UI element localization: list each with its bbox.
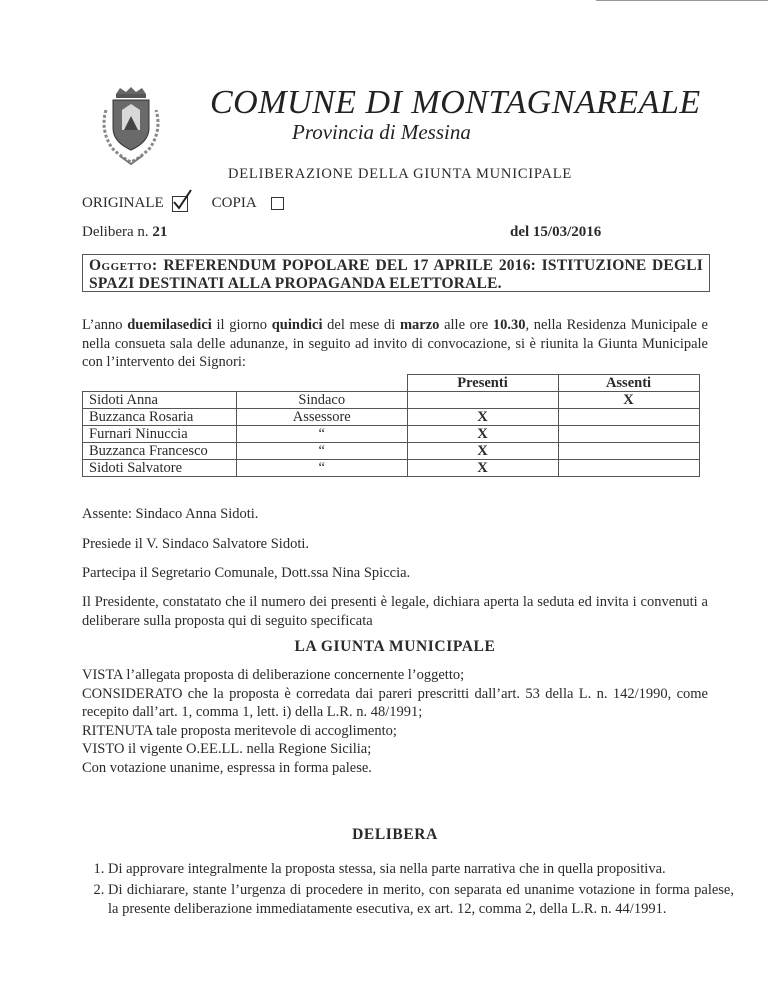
partecipa-note: Partecipa il Segretario Comunale, Dott.ssa Nina Spiccia. — [82, 565, 411, 581]
delibera-number-value: 21 — [152, 224, 168, 240]
table-row: Buzzanca Francesco “ X — [83, 443, 700, 460]
attendance-table — [82, 374, 700, 477]
presiede-note: Presiede il V. Sindaco Salvatore Sidoti. — [82, 536, 310, 552]
giunta-line: VISTO il vigente O.EE.LL. nella Regione Sicilia; — [82, 741, 372, 757]
giunta-line: Con votazione unanime, espressa in forma palese. — [82, 759, 372, 776]
oggetto-text: REFERENDUM POPOLARE DEL 17 APRILE 2016: ISTITUZIONE DEGLI SPAZI DESTINATI ALLA PROPAGANDA ELETTORALE. — [89, 257, 703, 292]
delibera-date: del 15/03/2016 — [510, 224, 602, 240]
oggetto-box — [82, 254, 710, 292]
delibera-date-value: 15/03/2016 — [532, 224, 602, 240]
comune-title: COMUNE DI MONTAGNAREALE — [210, 84, 701, 121]
copia-label: COPIA — [211, 195, 257, 211]
oggetto-label: Oggetto: — [89, 257, 158, 274]
list-item: 1. Di approvare integralmente la proposta stessa, sia nella parte narrativa che in quella propositiva. — [108, 860, 734, 879]
giunta-body — [82, 666, 708, 777]
originale-checkbox[interactable] — [172, 196, 188, 212]
giunta-line: CONSIDERATO che la proposta è corredata dai pareri prescritti dall’art. 53 della L. n. 142/1990, come recepito dall’art. 1, comma 1, lett. i) della L.R. n. 48/1991; — [82, 685, 708, 720]
document-type-heading: DELIBERAZIONE DELLA GIUNTA MUNICIPALE — [228, 166, 573, 182]
top-rule — [596, 0, 768, 1]
presidente-note: Il Presidente, constatato che il numero dei presenti è legale, dichiara aperta la seduta ed invita i convenuti a deliberare sulla proposta qui di seguito specificata — [82, 594, 708, 629]
assenti-header: Assenti — [558, 375, 699, 392]
municipal-crest-icon — [96, 86, 166, 166]
originale-label: ORIGINALE — [82, 195, 164, 211]
delibera-items — [82, 860, 734, 921]
table-row: Sidoti Anna Sindaco X — [83, 392, 700, 409]
attendance-header-row — [83, 375, 700, 392]
provincia-subtitle: Provincia di Messina — [292, 120, 471, 144]
giunta-line: VISTA l’allegata proposta di deliberazione concernente l’oggetto; — [82, 667, 465, 683]
delibera-number: Delibera n. 21 — [82, 224, 168, 240]
table-row: Sidoti Salvatore “ X — [83, 460, 700, 477]
copy-type-row — [82, 195, 284, 212]
intro-paragraph: L’anno duemilasedici il giorno quindici del mese di marzo alle ore 10.30, nella Residenza Municipale e nella consueta sala delle adunanze, in seguito ad invito di convocazione, si è riunita la Giunta Municipale con l’intervento dei Signori: — [82, 317, 708, 370]
table-row: Furnari Ninuccia “ X — [83, 426, 700, 443]
list-item: 2. Di dichiarare, stante l’urgenza di procedere in merito, con separata ed unanime votazione in forma palese, la presente deliberazione immediatamente esecutiva, ex art. 12, comma 2, della L.R. n. 44/1991. — [108, 881, 734, 919]
copia-checkbox[interactable] — [271, 197, 284, 210]
giunta-line: RITENUTA tale proposta meritevole di accoglimento; — [82, 722, 397, 739]
assente-note: Assente: Sindaco Anna Sidoti. — [82, 506, 259, 522]
table-row: Buzzanca Rosaria Assessore X — [83, 409, 700, 426]
giunta-heading: LA GIUNTA MUNICIPALE — [294, 638, 496, 655]
delibera-heading: DELIBERA — [352, 826, 438, 843]
presenti-header: Presenti — [407, 375, 558, 392]
